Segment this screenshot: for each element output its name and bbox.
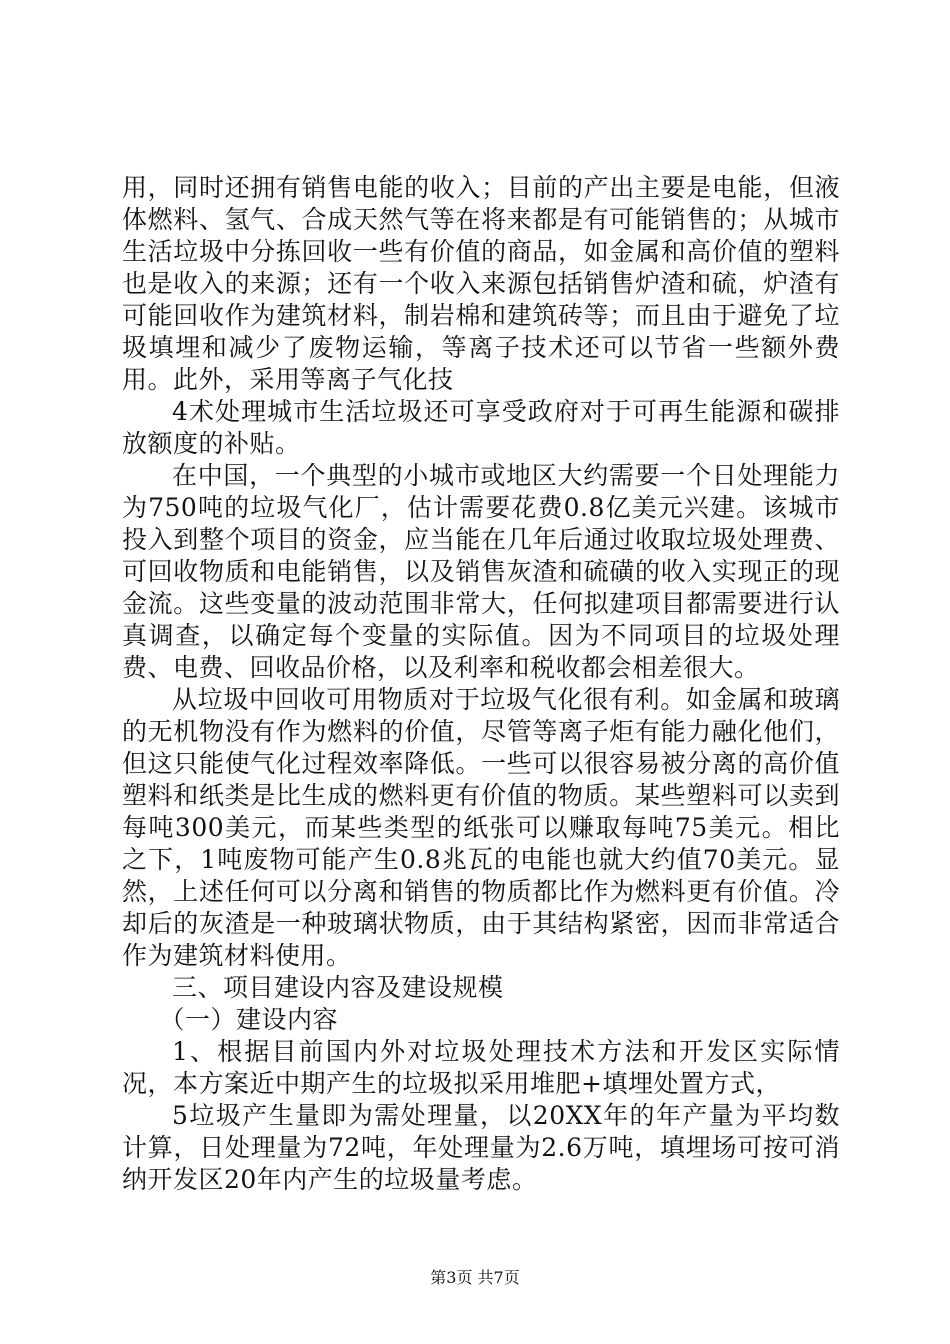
page-footer xyxy=(0,1265,950,1288)
document-body xyxy=(122,172,840,1196)
subsection-heading: （一）建设内容 xyxy=(159,1005,339,1034)
paragraph-2: 4术处理城市生活垃圾还可享受政府对于可再生能源和碳排放额度的补贴。 xyxy=(122,397,840,458)
paragraph-3: 在中国，一个典型的小城市或地区大约需要一个日处理能力为750吨的垃圾气化厂，估计需要花费0.8亿美元兴建。该城市投入到整个项目的资金，应当能在几年后通过收取垃圾处理费、可回收物质和电能销售，以及销售灰渣和硫磺的收入实现正的现金流。这些变量的波动范围非常大，任何拟建项目都需要进行认真调查，以确定每个变量的实际值。因为不同项目的垃圾处理费、电费、回收品价格，以及利率和税收都会相差很大。 xyxy=(122,461,840,682)
paragraph-5: 1、根据目前国内外对垃圾处理技术方法和开发区实际情况，本方案近中期产生的垃圾拟采用堆肥+填埋处置方式， xyxy=(122,1037,840,1098)
page-number: 第3页 共7页 xyxy=(430,1268,520,1287)
section-heading: 三、项目建设内容及建设规模 xyxy=(172,973,504,1002)
paragraph-1: 用，同时还拥有销售电能的收入；目前的产出主要是电能，但液体燃料、氢气、合成天然气等在将来都是有可能销售的；从城市生活垃圾中分拣回收一些有价值的商品，如金属和高价值的塑料也是收入的来源；还有一个收入来源包括销售炉渣和硫，炉渣有可能回收作为建筑材料，制岩棉和建筑砖等；而且由于避免了垃圾填埋和减少了废物运输，等离子技术还可以节省一些额外费用。此外，采用等离子气化技 xyxy=(122,173,840,394)
paragraph-4: 从垃圾中回收可用物质对于垃圾气化很有利。如金属和玻璃的无机物没有作为燃料的价值，尽管等离子炬有能力融化他们，但这只能使气化过程效率降低。一些可以很容易被分离的高价值塑料和纸类是比生成的燃料更有价值的物质。某些塑料可以卖到每吨300美元，而某些类型的纸张可以赚取每吨75美元。相比之下，1吨废物可能产生0.8兆瓦的电能也就大约值70美元。显然，上述任何可以分离和销售的物质都比作为燃料更有价值。冷却后的灰渣是一种玻璃状物质，由于其结构紧密，因而非常适合作为建筑材料使用。 xyxy=(122,685,840,970)
paragraph-6: 5垃圾产生量即为需处理量，以20XX年的年产量为平均数计算，日处理量为72吨，年处理量为2.6万吨，填埋场可按可消纳开发区20年内产生的垃圾量考虑。 xyxy=(122,1101,840,1194)
